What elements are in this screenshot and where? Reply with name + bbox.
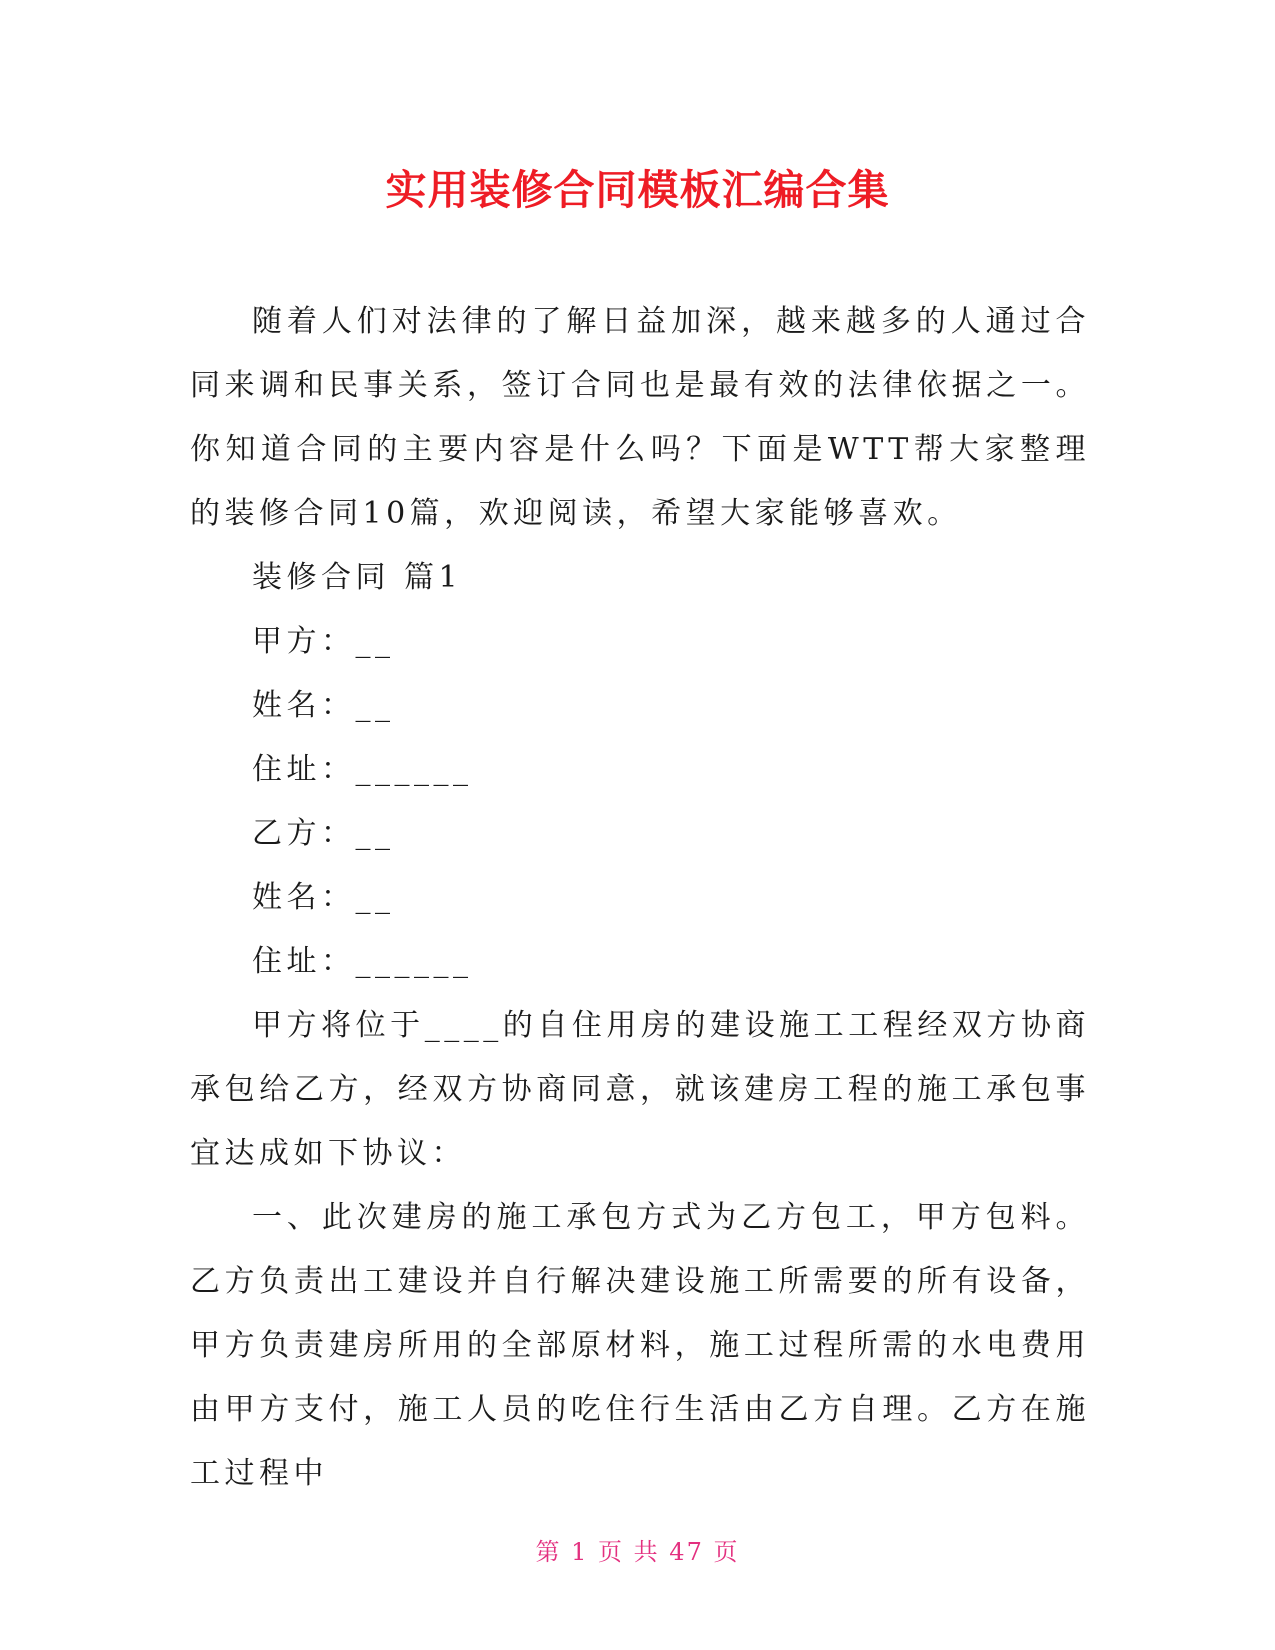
party-b-address: 住址：______ [252, 944, 473, 979]
section-heading: 装修合同 篇1 [252, 560, 463, 595]
page-footer: 第 1 页 共 47 页 [535, 1538, 740, 1566]
document-body [190, 290, 1090, 1506]
party-b-label: 乙方：__ [252, 816, 395, 851]
contract-paragraph-2: 一、此次建房的施工承包方式为乙方包工，甲方包料。乙方负责出工建设并自行解决建设施工所需要的所有设备，甲方负责建房所用的全部原材料，施工过程所需的水电费用由甲方支付，施工人员的吃住行生活由乙方自理。乙方在施工过程中 [190, 1200, 1090, 1491]
party-a-address: 住址：______ [252, 752, 473, 787]
party-a-name: 姓名：__ [252, 688, 395, 723]
party-b-name: 姓名：__ [252, 880, 395, 915]
document-title: 实用装修合同模板汇编合集 [385, 166, 890, 214]
party-a-label: 甲方：__ [252, 624, 395, 659]
intro-paragraph: 随着人们对法律的了解日益加深，越来越多的人通过合同来调和民事关系，签订合同也是最有效的法律依据之一。你知道合同的主要内容是什么吗？下面是WTT帮大家整理的装修合同10篇，欢迎阅读，希望大家能够喜欢。 [190, 304, 1090, 531]
contract-paragraph-1: 甲方将位于____的自住用房的建设施工工程经双方协商承包给乙方，经双方协商同意，就该建房工程的施工承包事宜达成如下协议： [190, 1008, 1090, 1171]
